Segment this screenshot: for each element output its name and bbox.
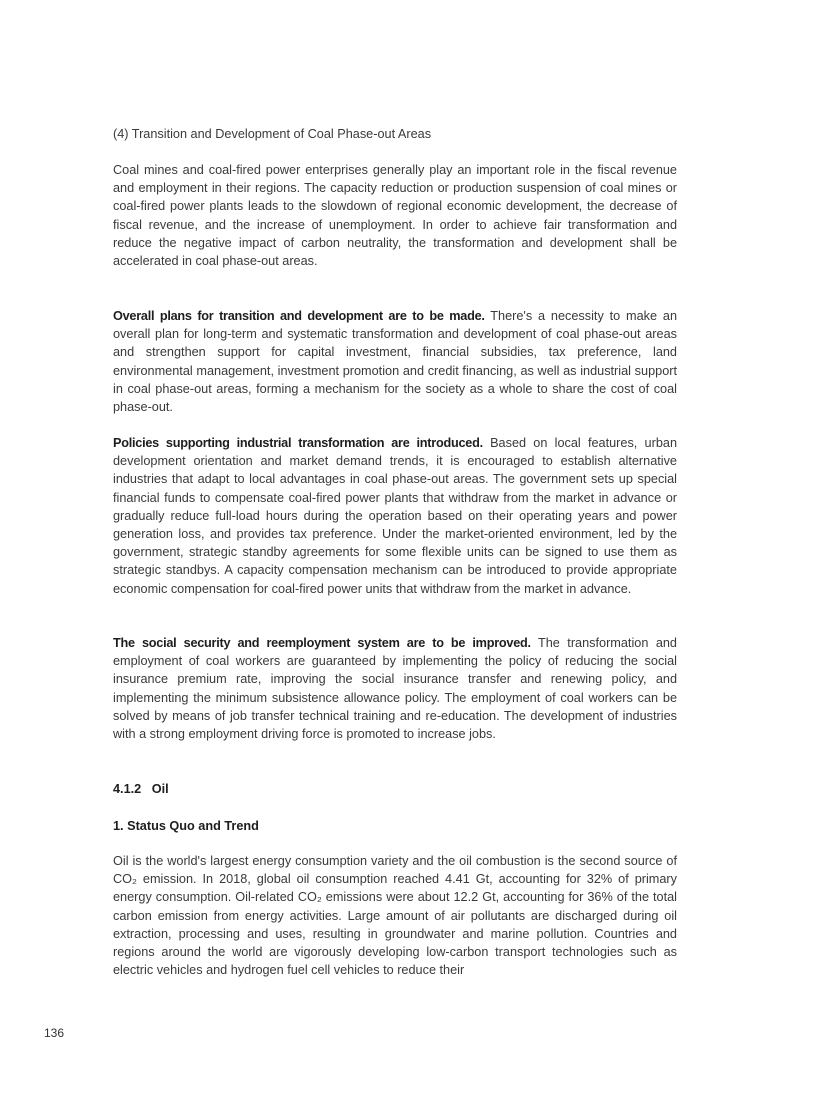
subsection-heading: 4.1.2 Oil (113, 782, 169, 796)
section-heading: (4) Transition and Development of Coal Phase-out Areas (113, 127, 432, 141)
paragraph-lead: The social security and reemployment system are to be improved. (113, 636, 531, 650)
paragraph-intro (113, 161, 677, 270)
paragraph-text: Coal mines and coal-fired power enterprises generally play an important role in the fiscal revenue and employment in their regions. The capacity reduction or production suspension of coal mines or coal-fired power plants leads to the slowdown of regional economic development, the decrease of fiscal revenue, and the increase of unemployment. In order to achieve fair transformation and reduce the negative impact of carbon neutrality, the transformation and development shall be accelerated in coal phase-out areas. (113, 163, 677, 269)
sub-heading: 1. Status Quo and Trend (113, 819, 259, 833)
paragraph-oil: Oil is the world's largest energy consumption variety and the oil combustion is the second source of CO₂ emission. In 2018, global oil consumption reached 4.41 Gt, accounting for 32% of primary energy consumption. Oil-related CO₂ emissions were about 12.2 Gt, accounting for 36% of the total carbon emission from energy activities. Large amount of air pollutants are discharged during oil extraction, processing and uses, resulting in groundwater and marine pollution. Countries and regions around the world are vigorously developing low-carbon transport technologies such as electric vehicles and hydrogen fuel cell vehicles to reduce their (113, 854, 677, 978)
paragraph-industrial-policies (113, 434, 677, 598)
paragraph-social-security (113, 634, 677, 743)
paragraph-text: Based on local features, urban development orientation and market demand trends, it is encouraged to establish alternative industries that adapt to local advantages in coal phase-out areas. The government sets up special financial funds to compensate coal-fired power plants that withdraw from the market in advance or gradually reduce full-load hours during the operation based on their operating years and power generation loss, and provides tax preference. Under the market-oriented environment, led by the government, strategic standby agreements for some flexible units can be signed to use them as strategic standbys. A capacity compensation mechanism can be introduced to provide appropriate economic compensation for coal-fired power units that withdraw from the market in advance. (113, 436, 678, 596)
paragraph-text: There's a necessity to make an overall plan for long-term and systematic transformation and development of coal phase-out areas and strengthen support for capital investment, financial subsidies, tax preference, land environmental management, investment promotion and credit financing, as well as industrial support in coal phase-out areas, forming a mechanism for the society as a whole to share the cost of coal phase-out. (113, 309, 677, 415)
paragraph-lead: Overall plans for transition and development are to be made. (113, 309, 485, 323)
page-number: 136 (44, 1026, 65, 1040)
paragraph-text: The transformation and employment of coal workers are guaranteed by implementing the policy of reducing the social insurance premium rate, improving the social insurance transfer and renewing policy, and implementing the minimum subsistence allowance policy. The employment of coal workers can be solved by means of job transfer technical training and re-education. The development of industries with a strong employment driving force is promoted to increase jobs. (113, 636, 677, 742)
paragraph-lead: Policies supporting industrial transformation are introduced. (113, 436, 483, 450)
paragraph-overall-plans (113, 307, 677, 416)
